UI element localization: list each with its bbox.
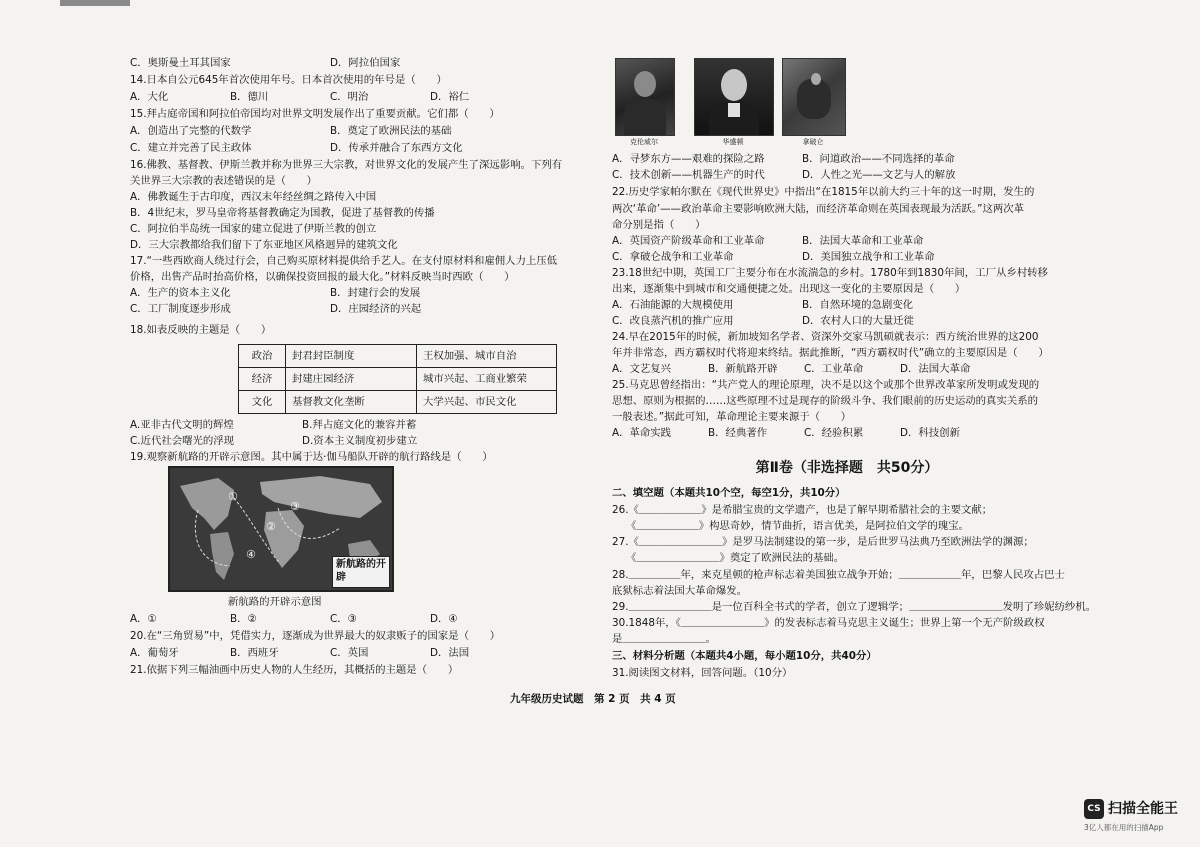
q18-options-ab	[130, 419, 416, 431]
q24-stem-1: 24.早在2015年的时候，新加坡知名学者、资深外交家马凯硕就表示：西方统治世界的这200	[612, 331, 1039, 343]
q20-stem: 20.在“三角贸易”中，凭借实力，逐渐成为世界最大的奴隶贩子的国家是（ ）	[130, 630, 501, 642]
route-marker-2: ②	[266, 520, 276, 533]
q25-options	[612, 427, 960, 439]
option-b: B．封建行会的发展	[330, 287, 421, 299]
q14-stem: 14.日本自公元645年首次使用年号。日本首次使用的年号是（ ）	[130, 74, 447, 86]
option-b: B．德川	[230, 91, 269, 103]
option-a: A．创造出了完整的代数学	[130, 125, 252, 137]
option-a: A．革命实践	[612, 427, 672, 439]
option-d: D．传承并融合了东西方文化	[330, 142, 463, 154]
option-c: C．明治	[330, 91, 369, 103]
q25-stem-3: 一般表述。”据此可知，革命理论主要来源于（ ）	[612, 411, 852, 423]
option-d: D．庄园经济的兴起	[330, 303, 422, 315]
table-cell: 基督教文化垄断	[286, 391, 417, 414]
q23-stem-2: 出来，逐渐集中到城市和交通便捷之处。出现这一变化的主要原因是（ ）	[612, 283, 966, 295]
option-c: C．建立并完善了民主政体	[130, 142, 252, 154]
q23-options-cd	[612, 315, 914, 327]
watermark-subtitle: 3亿人都在用的扫描App	[1084, 823, 1164, 832]
q16-option-d: D．三大宗教都给我们留下了东亚地区风格迥异的建筑文化	[130, 239, 398, 251]
cromwell-portrait	[615, 58, 675, 136]
q21-options-ab	[612, 153, 955, 165]
section-2-title: 第Ⅱ卷（非选择题 共50分）	[755, 460, 939, 476]
q23-stem-1: 23.18世纪中期，英国工厂主要分布在水流湍急的乡村。1780年到1830年间，工厂从乡村转移	[612, 267, 1048, 279]
q15-options-cd	[130, 142, 463, 154]
option-c: C．经验积累	[804, 427, 864, 439]
portrait-caption: 拿破仑	[802, 138, 824, 146]
q30-line-1: 30.1848年，《＿＿＿＿＿＿＿＿》的发表标志着马克思主义诞生；世界上第一个无产阶级政权	[612, 617, 1045, 629]
map-label: 新航路的开辟	[332, 556, 390, 588]
q15-options-ab	[130, 125, 451, 137]
option-a: A．生产的资本主义化	[130, 287, 231, 299]
option-d: D.资本主义制度初步建立	[302, 435, 418, 447]
q29-line: 29.＿＿＿＿＿＿＿＿是一位百科全书式的学者，创立了逻辑学；＿＿＿＿＿＿＿＿＿发明了珍妮纺纱机。	[612, 601, 1097, 613]
q28-line-1: 28.＿＿＿＿＿年，来克星顿的枪声标志着美国独立战争开始；＿＿＿＿＿＿年，巴黎人民攻占巴士	[612, 569, 1065, 581]
q30-line-2: 是＿＿＿＿＿＿＿＿。	[612, 633, 716, 645]
q26-line-2: 《＿＿＿＿＿＿》构思奇妙，情节曲折，语言优美，是阿拉伯文学的瑰宝。	[626, 520, 969, 532]
route-marker-4: ④	[246, 548, 256, 561]
option-b: B．奠定了欧洲民法的基础	[330, 125, 452, 137]
option-c: C．英国	[330, 647, 369, 659]
watermark-name: 扫描全能王	[1108, 800, 1178, 817]
option-d: D．农村人口的大量迁徙	[802, 315, 914, 327]
q17-options-ab	[130, 287, 420, 299]
map-caption: 新航路的开辟示意图	[228, 596, 322, 608]
option-c: C.近代社会曙光的浮现	[130, 435, 235, 447]
q15-stem: 15.拜占庭帝国和阿拉伯帝国均对世界文明发展作出了重要贡献。它们都（ ）	[130, 108, 500, 120]
option-b: B.拜占庭文化的兼容并蓄	[302, 419, 417, 431]
scan-edge	[60, 0, 130, 6]
q16-option-a: A．佛教诞生于古印度，西汉末年经丝绸之路传入中国	[130, 191, 377, 203]
option-d: D．人性之光——文艺与人的解放	[802, 169, 956, 181]
option-d: D．科技创新	[900, 427, 960, 439]
option-c: C．工厂制度逐步形成	[130, 303, 231, 315]
option-c: C．工业革命	[804, 363, 864, 375]
q24-options	[612, 363, 970, 375]
table-cell: 封建庄园经济	[286, 368, 417, 391]
q25-stem-1: 25.马克思曾经指出：“共产党人的理论原理，决不是以这个或那个世界改革家所发明或发现的	[612, 379, 1040, 391]
option-a: A.亚非古代文明的辉煌	[130, 419, 234, 431]
table-row	[239, 391, 557, 414]
option-c: C．奥斯曼土耳其国家	[130, 57, 231, 69]
q17-stem-1: 17.“一些西欧商人绕过行会，自己购买原材料提供给手艺人。在支付原材料和雇佣人力上压低	[130, 255, 558, 267]
q18-table	[238, 344, 557, 414]
option-b: B．西班牙	[230, 647, 279, 659]
material-analysis-title: 三、材料分析题（本题共4小题，每小题10分，共40分）	[612, 650, 877, 662]
option-a: A．①	[130, 613, 157, 625]
portrait-caption: 克伦威尔	[630, 138, 658, 146]
q17-stem-2: 价格，出售产品时抬高价格，以确保投资回报的最大化。”材料反映当时西欧（ ）	[130, 271, 515, 283]
option-a: A．葡萄牙	[130, 647, 179, 659]
q17-options-cd	[130, 303, 421, 315]
washington-portrait	[694, 58, 774, 136]
route-marker-1: ①	[228, 490, 238, 503]
option-b: B．经典著作	[708, 427, 768, 439]
option-b: B．新航路开辟	[708, 363, 778, 375]
q25-stem-2: 思想、原则为根据的……这些原理不过是现存的阶级斗争、我们眼前的历史运动的真实关系的	[612, 395, 1039, 407]
q23-options-ab	[612, 299, 913, 311]
table-cell: 城市兴起、工商业繁荣	[417, 368, 557, 391]
option-d: D．法国大革命	[900, 363, 971, 375]
napoleon-painting	[782, 58, 846, 136]
table-cell: 经济	[239, 368, 286, 391]
option-c: C．③	[330, 613, 357, 625]
q21-options-cd	[612, 169, 955, 181]
q20-options	[130, 647, 469, 659]
table-cell: 文化	[239, 391, 286, 414]
q22-stem-1: 22.历史学家帕尔默在《现代世界史》中指出“在1815年以前大约三十年的这一时期，发生的	[612, 186, 1035, 198]
option-a: A．英国资产阶级革命和工业革命	[612, 235, 765, 247]
option-d: D．美国独立战争和工业革命	[802, 251, 935, 263]
option-c: C．技术创新——机器生产的时代	[612, 169, 765, 181]
option-c: C．拿破仑战争和工业革命	[612, 251, 734, 263]
q13-options	[130, 57, 400, 69]
scanner-watermark	[1084, 799, 1178, 832]
option-d: D．法国	[430, 647, 470, 659]
option-d: D．阿拉伯国家	[330, 57, 401, 69]
table-cell: 王权加强、城市自治	[417, 345, 557, 368]
page-footer: 九年级历史试题 第 2 页 共 4 页	[510, 693, 676, 705]
table-cell: 大学兴起、市民文化	[417, 391, 557, 414]
q22-options-ab	[612, 235, 923, 247]
option-a: A．石油能源的大规模使用	[612, 299, 734, 311]
option-b: B．②	[230, 613, 257, 625]
route-marker-3: ③	[290, 500, 300, 513]
q18-stem: 18.如表反映的主题是（ ）	[130, 324, 272, 336]
option-b: B．自然环境的急剧变化	[802, 299, 914, 311]
new-routes-map	[168, 466, 394, 592]
table-cell: 政治	[239, 345, 286, 368]
option-d: D．④	[430, 613, 458, 625]
option-c: C．改良蒸汽机的推广应用	[612, 315, 734, 327]
portrait-caption: 华盛顿	[722, 138, 744, 146]
option-d: D．裕仁	[430, 91, 470, 103]
q22-options-cd	[612, 251, 935, 263]
q16-stem-2: 关世界三大宗教的表述错误的是（ ）	[130, 175, 318, 187]
option-a: A．大化	[130, 91, 169, 103]
q22-stem-2: 两次‘革命’——政治革命主要影响欧洲大陆，而经济革命则在英国表现最为活跃。”这两次革	[612, 203, 1025, 215]
q31-stem: 31.阅读图文材料，回答问题。（10分）	[612, 667, 793, 679]
q22-stem-3: 命分别是指（ ）	[612, 219, 706, 231]
q16-option-b: B．4世纪末，罗马皇帝将基督教确定为国教，促进了基督教的传播	[130, 207, 435, 219]
table-row	[239, 345, 557, 368]
table-row	[239, 368, 557, 391]
camscanner-logo-icon: CS	[1084, 799, 1104, 819]
fill-in-title: 二、填空题（本题共10个空，每空1分，共10分）	[612, 487, 846, 499]
table-cell: 封君封臣制度	[286, 345, 417, 368]
option-b: B．法国大革命和工业革命	[802, 235, 924, 247]
option-a: A．寻梦东方——艰难的探险之路	[612, 153, 765, 165]
option-a: A．文艺复兴	[612, 363, 672, 375]
q19-stem: 19.观察新航路的开辟示意图。其中属于达·伽马船队开辟的航行路线是（ ）	[130, 451, 493, 463]
q16-option-c: C．阿拉伯半岛统一国家的建立促进了伊斯兰教的创立	[130, 223, 377, 235]
q26-line-1: 26.《＿＿＿＿＿＿》是希腊宝贵的文学遗产，也是了解早期希腊社会的主要文献；	[612, 504, 993, 516]
q19-options	[130, 613, 458, 625]
q24-stem-2: 年并非常态，西方霸权时代将迎来终结。据此推断，“西方霸权时代”确立的主要原因是（ ）	[612, 347, 1049, 359]
option-b: B．问道政治——不同选择的革命	[802, 153, 955, 165]
q14-options	[130, 91, 469, 103]
q27-line-2: 《＿＿＿＿＿＿＿＿》奠定了欧洲民法的基础。	[626, 552, 845, 564]
q28-line-2: 底狱标志着法国大革命爆发。	[612, 585, 748, 597]
q18-options-cd	[130, 435, 417, 447]
q21-stem: 21.依据下列三幅油画中历史人物的人生经历，其概括的主题是（ ）	[130, 664, 459, 676]
q16-stem-1: 16.佛教、基督教、伊斯兰教并称为世界三大宗教，对世界文化的发展产生了深远影响。下列有	[130, 159, 563, 171]
q27-line-1: 27.《＿＿＿＿＿＿＿＿》是罗马法制建设的第一步，是后世罗马法典乃至欧洲法学的渊源；	[612, 536, 1034, 548]
